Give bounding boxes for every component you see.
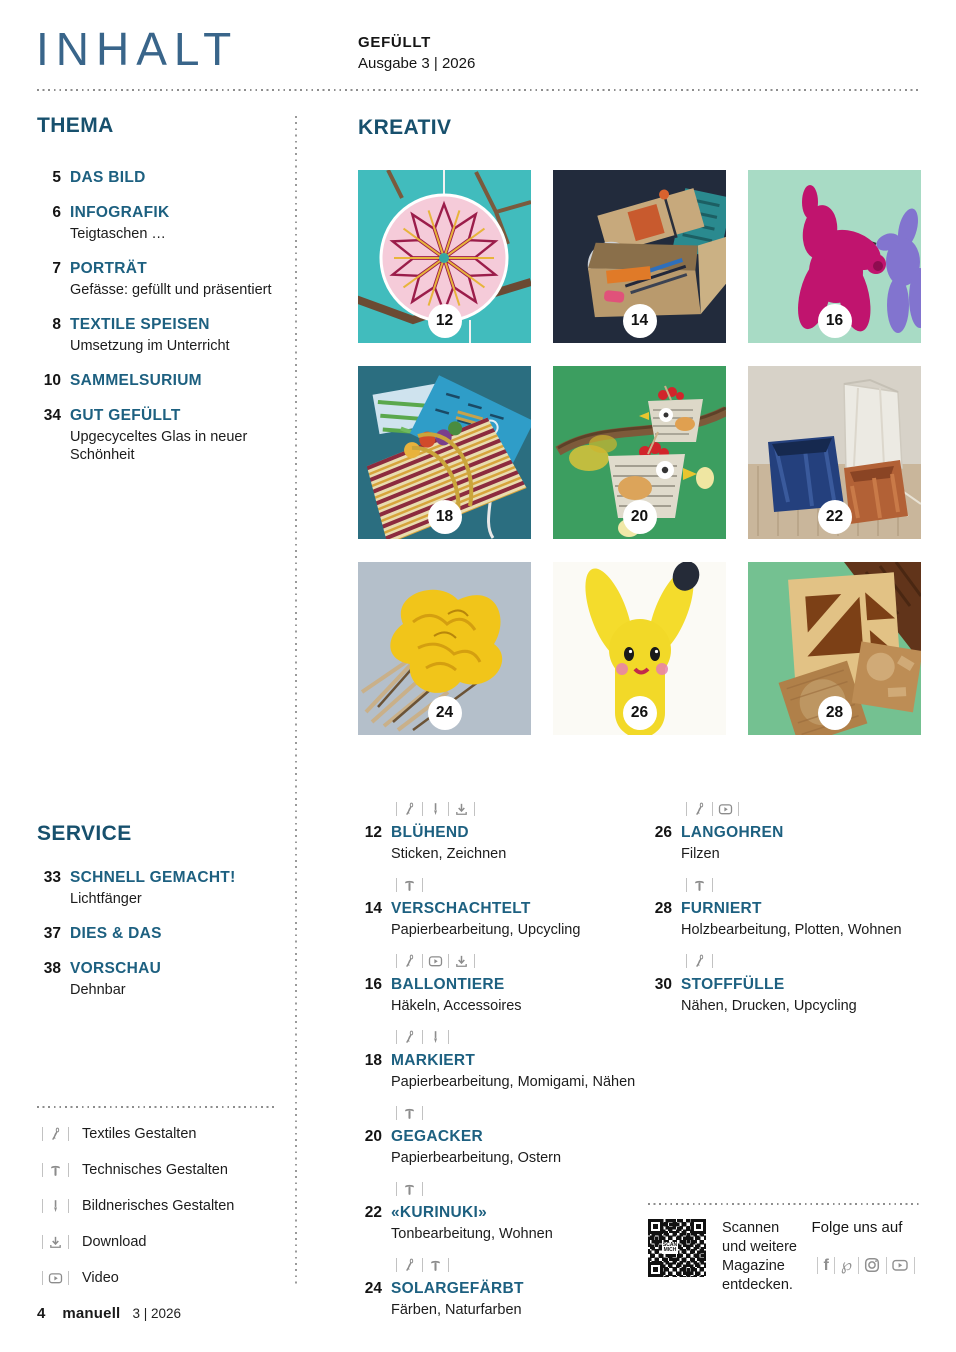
icon-separator: [68, 1163, 69, 1177]
icon-separator: [422, 1182, 423, 1196]
photo-solar-dyed-wool: [358, 562, 531, 735]
youtube-icon: [892, 1257, 908, 1273]
legend-item: [37, 1232, 275, 1252]
textiles-icon: [402, 1029, 417, 1045]
article-subtitle: Dehnbar: [70, 982, 126, 998]
icon-separator: [422, 1106, 423, 1120]
article-title: DIES & DAS: [70, 925, 162, 942]
photo-momigami-paper-pouches: [358, 366, 531, 539]
icon-separator: [68, 1127, 69, 1141]
article-subtitle: Teigtaschen …: [70, 226, 166, 242]
icon-separator: [396, 1258, 397, 1272]
toc-item: [37, 371, 295, 390]
article-title: GEGACKER: [391, 1128, 483, 1145]
toc-item: [37, 924, 295, 943]
page-number: 10: [43, 372, 61, 389]
article-title: STOFFFÜLLE: [681, 976, 785, 993]
toc-item: [37, 959, 295, 999]
page-title: INHALT: [36, 23, 239, 75]
page-badge: 14: [623, 304, 657, 338]
category-icons: [681, 876, 922, 893]
legend-label: Video: [82, 1270, 119, 1286]
icon-separator: [42, 1163, 43, 1177]
legend-icon-slot: [37, 1162, 74, 1179]
icon-separator: [448, 954, 449, 968]
icon-separator: [42, 1127, 43, 1141]
article-title: TEXTILE SPEISEN: [70, 316, 210, 333]
page-badge: 24: [428, 696, 462, 730]
icon-separator: [68, 1199, 69, 1213]
promo-divider: [648, 1203, 920, 1205]
page-badge: 18: [428, 500, 462, 534]
legend-divider: [37, 1106, 275, 1108]
category-icons: [391, 952, 644, 969]
page-number: 24: [364, 1280, 382, 1297]
magazine-name: manuell: [62, 1305, 121, 1322]
article-subtitle: Upgecyceltes Glas in neuer Schönheit: [70, 429, 248, 463]
download-icon: [48, 1234, 63, 1250]
promo-block: [648, 1203, 920, 1295]
article-title: «KURINUKI»: [391, 1204, 488, 1221]
icon-separator: [42, 1235, 43, 1249]
qr-finder: [691, 1219, 706, 1234]
issue-theme: GEFÜLLT: [358, 34, 431, 51]
toc-item: [358, 1104, 644, 1167]
photo-felted-long-ears: [553, 562, 726, 735]
category-icons: [681, 800, 922, 817]
photo-kurinuki-clay-pots: [748, 366, 921, 539]
bildnerisches-icon: [428, 1029, 443, 1045]
toc-item: [37, 259, 295, 299]
section-thema: [37, 114, 295, 480]
toc-item: [358, 1256, 644, 1319]
article-title: SOLARGEFÄRBT: [391, 1280, 524, 1297]
icon-separator: [422, 954, 423, 968]
photo-cardboard-pencil-box: [553, 170, 726, 343]
download-icon: [454, 953, 469, 969]
kreativ-list-right: [648, 800, 922, 1028]
article-title: PORTRÄT: [70, 260, 148, 277]
technisches-icon: [48, 1162, 63, 1178]
icon-separator: [858, 1257, 859, 1274]
textiles-icon: [402, 953, 417, 969]
legend-label: Technisches Gestalten: [82, 1162, 228, 1178]
toc-item: [358, 876, 644, 939]
legend-item: [37, 1196, 275, 1216]
icon-separator: [448, 802, 449, 816]
toc-item: [358, 800, 644, 863]
article-subtitle: Umsetzung im Unterricht: [70, 338, 230, 354]
icon-separator: [686, 954, 687, 968]
icon-separator: [42, 1199, 43, 1213]
article-title: SAMMELSURIUM: [70, 372, 202, 389]
section-heading: KREATIV: [358, 116, 452, 139]
page-number: 30: [654, 976, 672, 993]
article-subtitle: Sticken, Zeichnen: [391, 846, 507, 862]
textiles-icon: [402, 1257, 417, 1273]
icon-separator: [886, 1257, 887, 1274]
toc-item: [358, 952, 644, 1015]
icon-separator: [686, 802, 687, 816]
video-icon: [428, 953, 443, 969]
article-subtitle: Papierbearbeitung, Momigami, Nähen: [391, 1074, 636, 1090]
article-title: DAS BILD: [70, 169, 146, 186]
section-heading: SERVICE: [37, 822, 132, 845]
footer-issue: 3 | 2026: [132, 1306, 181, 1321]
article-subtitle: Tonbearbeitung, Wohnen: [391, 1226, 553, 1242]
page-badge: 22: [818, 500, 852, 534]
photo-veneer-wood-panels: [748, 562, 921, 735]
page-number: 16: [364, 976, 382, 993]
icon-legend: [37, 1106, 275, 1288]
article-title: LANGOHREN: [681, 824, 784, 841]
toc-item: [358, 1028, 644, 1091]
textiles-icon: [402, 801, 417, 817]
header-divider: [37, 89, 920, 91]
article-title: SCHNELL GEMACHT!: [70, 869, 236, 886]
bildnerisches-icon: [428, 801, 443, 817]
icon-separator: [834, 1257, 835, 1274]
page-badge: 12: [428, 304, 462, 338]
page-number: 37: [43, 925, 61, 942]
article-title: BALLONTIERE: [391, 976, 505, 993]
icon-separator: [42, 1271, 43, 1285]
pinterest-icon: ℘: [840, 1256, 852, 1274]
icon-separator: [396, 802, 397, 816]
instagram-icon: [864, 1257, 880, 1273]
icon-separator: [422, 802, 423, 816]
article-title: FURNIERT: [681, 900, 762, 917]
textiles-icon: [48, 1126, 63, 1142]
article-title: BLÜHEND: [391, 824, 469, 841]
category-icons: [391, 1180, 644, 1197]
page-number: 8: [52, 316, 61, 333]
legend-item: [37, 1268, 275, 1288]
follow-heading: Folge uns auf: [811, 1219, 903, 1236]
technisches-icon: [402, 877, 417, 893]
issue-block: [358, 33, 475, 73]
legend-item: [37, 1124, 275, 1144]
icon-separator: [422, 878, 423, 892]
legend-label: Textiles Gestalten: [82, 1126, 197, 1142]
icon-separator: [396, 1182, 397, 1196]
scan-text: Scannen und weitere Magazine entdecken.: [722, 1220, 797, 1293]
page-number: 12: [364, 824, 382, 841]
page-badge: 26: [623, 696, 657, 730]
icon-separator: [474, 954, 475, 968]
toc-item: [37, 168, 295, 187]
page-number: 22: [364, 1204, 382, 1221]
follow-block: [812, 1219, 920, 1295]
legend-icon-slot: [37, 1126, 74, 1143]
icon-separator: [396, 878, 397, 892]
article-title: VORSCHAU: [70, 960, 162, 977]
category-icons: [391, 800, 644, 817]
technisches-icon: [428, 1257, 443, 1273]
technisches-icon: [402, 1105, 417, 1121]
page-number: 33: [43, 869, 61, 886]
category-icons: [391, 876, 644, 893]
article-subtitle: Nähen, Drucken, Upcycling: [681, 998, 857, 1014]
article-subtitle: Papierbearbeitung, Upcycling: [391, 922, 581, 938]
qr-finder: [648, 1262, 663, 1277]
page-number: 7: [52, 260, 61, 277]
article-subtitle: Färben, Naturfarben: [391, 1302, 522, 1318]
category-icons: [391, 1104, 644, 1121]
technisches-icon: [692, 877, 707, 893]
column-divider: [295, 116, 297, 1288]
icon-separator: [396, 1106, 397, 1120]
icon-separator: [738, 802, 739, 816]
page-badge: 16: [818, 304, 852, 338]
page-number: 34: [43, 407, 61, 424]
page-number: 26: [654, 824, 672, 841]
toc-item: [37, 868, 295, 908]
toc-item: [37, 406, 295, 464]
facebook-icon: f: [823, 1256, 829, 1274]
icon-separator: [712, 802, 713, 816]
qr-code: [648, 1219, 706, 1277]
page-badge: 20: [623, 500, 657, 534]
icon-separator: [448, 1258, 449, 1272]
textiles-icon: [692, 953, 707, 969]
category-icons: [681, 952, 922, 969]
photo-string-art-flower: [358, 170, 531, 343]
article-subtitle: Lichtfänger: [70, 891, 142, 907]
toc-item: [37, 315, 295, 355]
legend-item: [37, 1160, 275, 1180]
article-title: MARKIERT: [391, 1052, 476, 1069]
page-number: 5: [52, 169, 61, 186]
icon-separator: [396, 954, 397, 968]
article-subtitle: Gefässe: gefüllt und präsentiert: [70, 282, 272, 298]
video-icon: [718, 801, 733, 817]
photo-grid: [358, 170, 921, 735]
social-icons: [812, 1255, 920, 1275]
legend-label: Bildnerisches Gestalten: [82, 1198, 235, 1214]
page-number: 38: [43, 960, 61, 977]
toc-item: [648, 876, 922, 939]
icon-separator: [422, 1258, 423, 1272]
download-icon: [454, 801, 469, 817]
bildnerisches-icon: [48, 1198, 63, 1214]
toc-item: [37, 203, 295, 243]
icon-separator: [817, 1257, 818, 1274]
article-subtitle: Häkeln, Accessoires: [391, 998, 522, 1014]
section-heading: THEMA: [37, 114, 114, 137]
icon-separator: [686, 878, 687, 892]
icon-separator: [422, 1030, 423, 1044]
page-badge: 28: [818, 696, 852, 730]
page-number: 18: [364, 1052, 382, 1069]
photo-newspaper-easter-chickens: [553, 366, 726, 539]
icon-separator: [712, 878, 713, 892]
legend-icon-slot: [37, 1198, 74, 1215]
category-icons: [391, 1256, 644, 1273]
qr-label: SCAN MICH: [662, 1242, 678, 1253]
icon-separator: [914, 1257, 915, 1274]
icon-separator: [712, 954, 713, 968]
folio-page-number: 4: [37, 1305, 46, 1322]
category-icons: [391, 1028, 644, 1045]
textiles-icon: [692, 801, 707, 817]
page-number: 6: [52, 204, 61, 221]
article-subtitle: Filzen: [681, 846, 720, 862]
icon-separator: [396, 1030, 397, 1044]
toc-item: [648, 800, 922, 863]
article-title: GUT GEFÜLLT: [70, 407, 181, 424]
page-number: 20: [364, 1128, 382, 1145]
article-subtitle: Holzbearbeitung, Plotten, Wohnen: [681, 922, 902, 938]
section-service: [37, 822, 295, 1015]
legend-label: Download: [82, 1234, 147, 1250]
kreativ-list-left: [358, 800, 644, 1332]
article-title: VERSCHACHTELT: [391, 900, 531, 917]
toc-item: [358, 1180, 644, 1243]
legend-icon-slot: [37, 1270, 74, 1287]
toc-item: [648, 952, 922, 1015]
video-icon: [48, 1270, 63, 1286]
article-title: INFOGRAFIK: [70, 204, 170, 221]
page-number: 14: [364, 900, 382, 917]
photo-crochet-balloon-dogs: [748, 170, 921, 343]
icon-separator: [68, 1271, 69, 1285]
icon-separator: [68, 1235, 69, 1249]
page-footer: [37, 1305, 181, 1322]
icon-separator: [474, 802, 475, 816]
legend-icon-slot: [37, 1234, 74, 1251]
icon-separator: [448, 1030, 449, 1044]
article-subtitle: Papierbearbeitung, Ostern: [391, 1150, 562, 1166]
issue-number: Ausgabe 3 | 2026: [358, 55, 476, 72]
qr-finder: [648, 1219, 663, 1234]
technisches-icon: [402, 1181, 417, 1197]
page-number: 28: [654, 900, 672, 917]
